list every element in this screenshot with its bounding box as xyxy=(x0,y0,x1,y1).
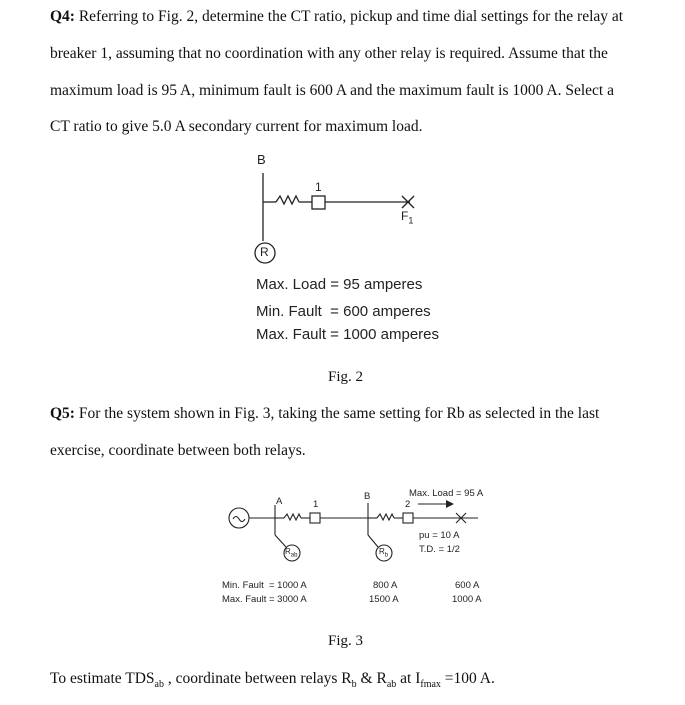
final-amp: & R xyxy=(356,670,387,687)
fig3-relay-b-label xyxy=(379,547,388,559)
fig2-caption: Fig. 2 xyxy=(328,369,364,385)
fig3-fault-b-min: 800 A xyxy=(373,580,398,591)
fig3-bus-b-label: B xyxy=(364,491,371,502)
q5-label: Q5: xyxy=(50,405,75,422)
fig2-spec-max-load: Max. Load = 95 amperes xyxy=(256,276,423,293)
final-i-sub: fmax xyxy=(420,679,441,691)
final-suffix: =100 A. xyxy=(440,670,495,687)
fig3-fault-b-max: 1500 A xyxy=(369,594,399,605)
fig3-max-load: Max. Load = 95 A xyxy=(409,488,484,499)
fig3-relay-b-letter: R xyxy=(379,547,385,556)
final-rab-sub: ab xyxy=(386,679,397,691)
fig3-relay-ab-label xyxy=(285,547,297,559)
fig3-relay-ab-letter: R xyxy=(285,547,291,556)
fig2-spec-max-fault: Max. Fault = 1000 amperes xyxy=(256,326,440,343)
q4-text-1: Referring to Fig. 2, determine the CT ratio, pickup and time dial settings for the relay at xyxy=(78,8,624,25)
final-at: at I xyxy=(396,670,421,687)
fig2-bus-label: B xyxy=(257,152,266,167)
fig2-fault-sub: 1 xyxy=(408,215,414,226)
fig3-fault-end-min: 600 A xyxy=(455,580,480,591)
fig3-relay-ab-sub: ab xyxy=(290,552,298,559)
fig2-spec-min-fault: Min. Fault = 600 amperes xyxy=(256,303,431,320)
fig3-fault-end-max: 1000 A xyxy=(452,594,482,605)
final-rb-sub: b xyxy=(351,679,357,691)
q4-line-3: maximum load is 95 A, minimum fault is 600 A and the maximum fault is 1000 A. Select a xyxy=(50,82,614,99)
fig3-min-fault-a: Min. Fault = 1000 A xyxy=(222,580,307,591)
fig2-breaker-1 xyxy=(312,196,325,209)
fig3-breaker-2-label: 2 xyxy=(405,499,411,510)
fig2-fault-letter: F xyxy=(401,209,409,223)
fig2-relay-label: R xyxy=(260,245,269,259)
q5-line-1 xyxy=(50,405,599,423)
fig3-bus-a-label: A xyxy=(276,496,283,507)
final-middle: , coordinate between relays R xyxy=(164,670,352,687)
fig3-max-fault-a: Max. Fault = 3000 A xyxy=(222,594,307,605)
final-tds-sub: ab xyxy=(154,679,164,691)
fig3-caption: Fig. 3 xyxy=(328,633,364,649)
q4-label: Q4: xyxy=(50,8,75,25)
fig2-fault-label xyxy=(401,209,413,225)
fig2-ct-coil xyxy=(276,196,299,204)
fig3-pickup: pu = 10 A xyxy=(419,530,460,541)
fig3-breaker-1-label: 1 xyxy=(313,499,319,510)
final-line xyxy=(50,670,495,690)
q4-line-2: breaker 1, assuming that no coordination with any other relay is required. Assume that the xyxy=(50,45,608,62)
fig3-time-dial: T.D. = 1/2 xyxy=(419,544,460,555)
final-prefix: To estimate TDS xyxy=(50,670,155,687)
q5-text-1: For the system shown in Fig. 3, taking the same setting for Rb as selected in the last xyxy=(78,405,600,422)
fig3-relay-b-sub: b xyxy=(384,552,389,559)
q4-line-4: CT ratio to give 5.0 A secondary current for maximum load. xyxy=(50,118,423,135)
fig2-breaker-label: 1 xyxy=(315,180,322,194)
q5-line-2: exercise, coordinate between both relays. xyxy=(50,442,306,459)
